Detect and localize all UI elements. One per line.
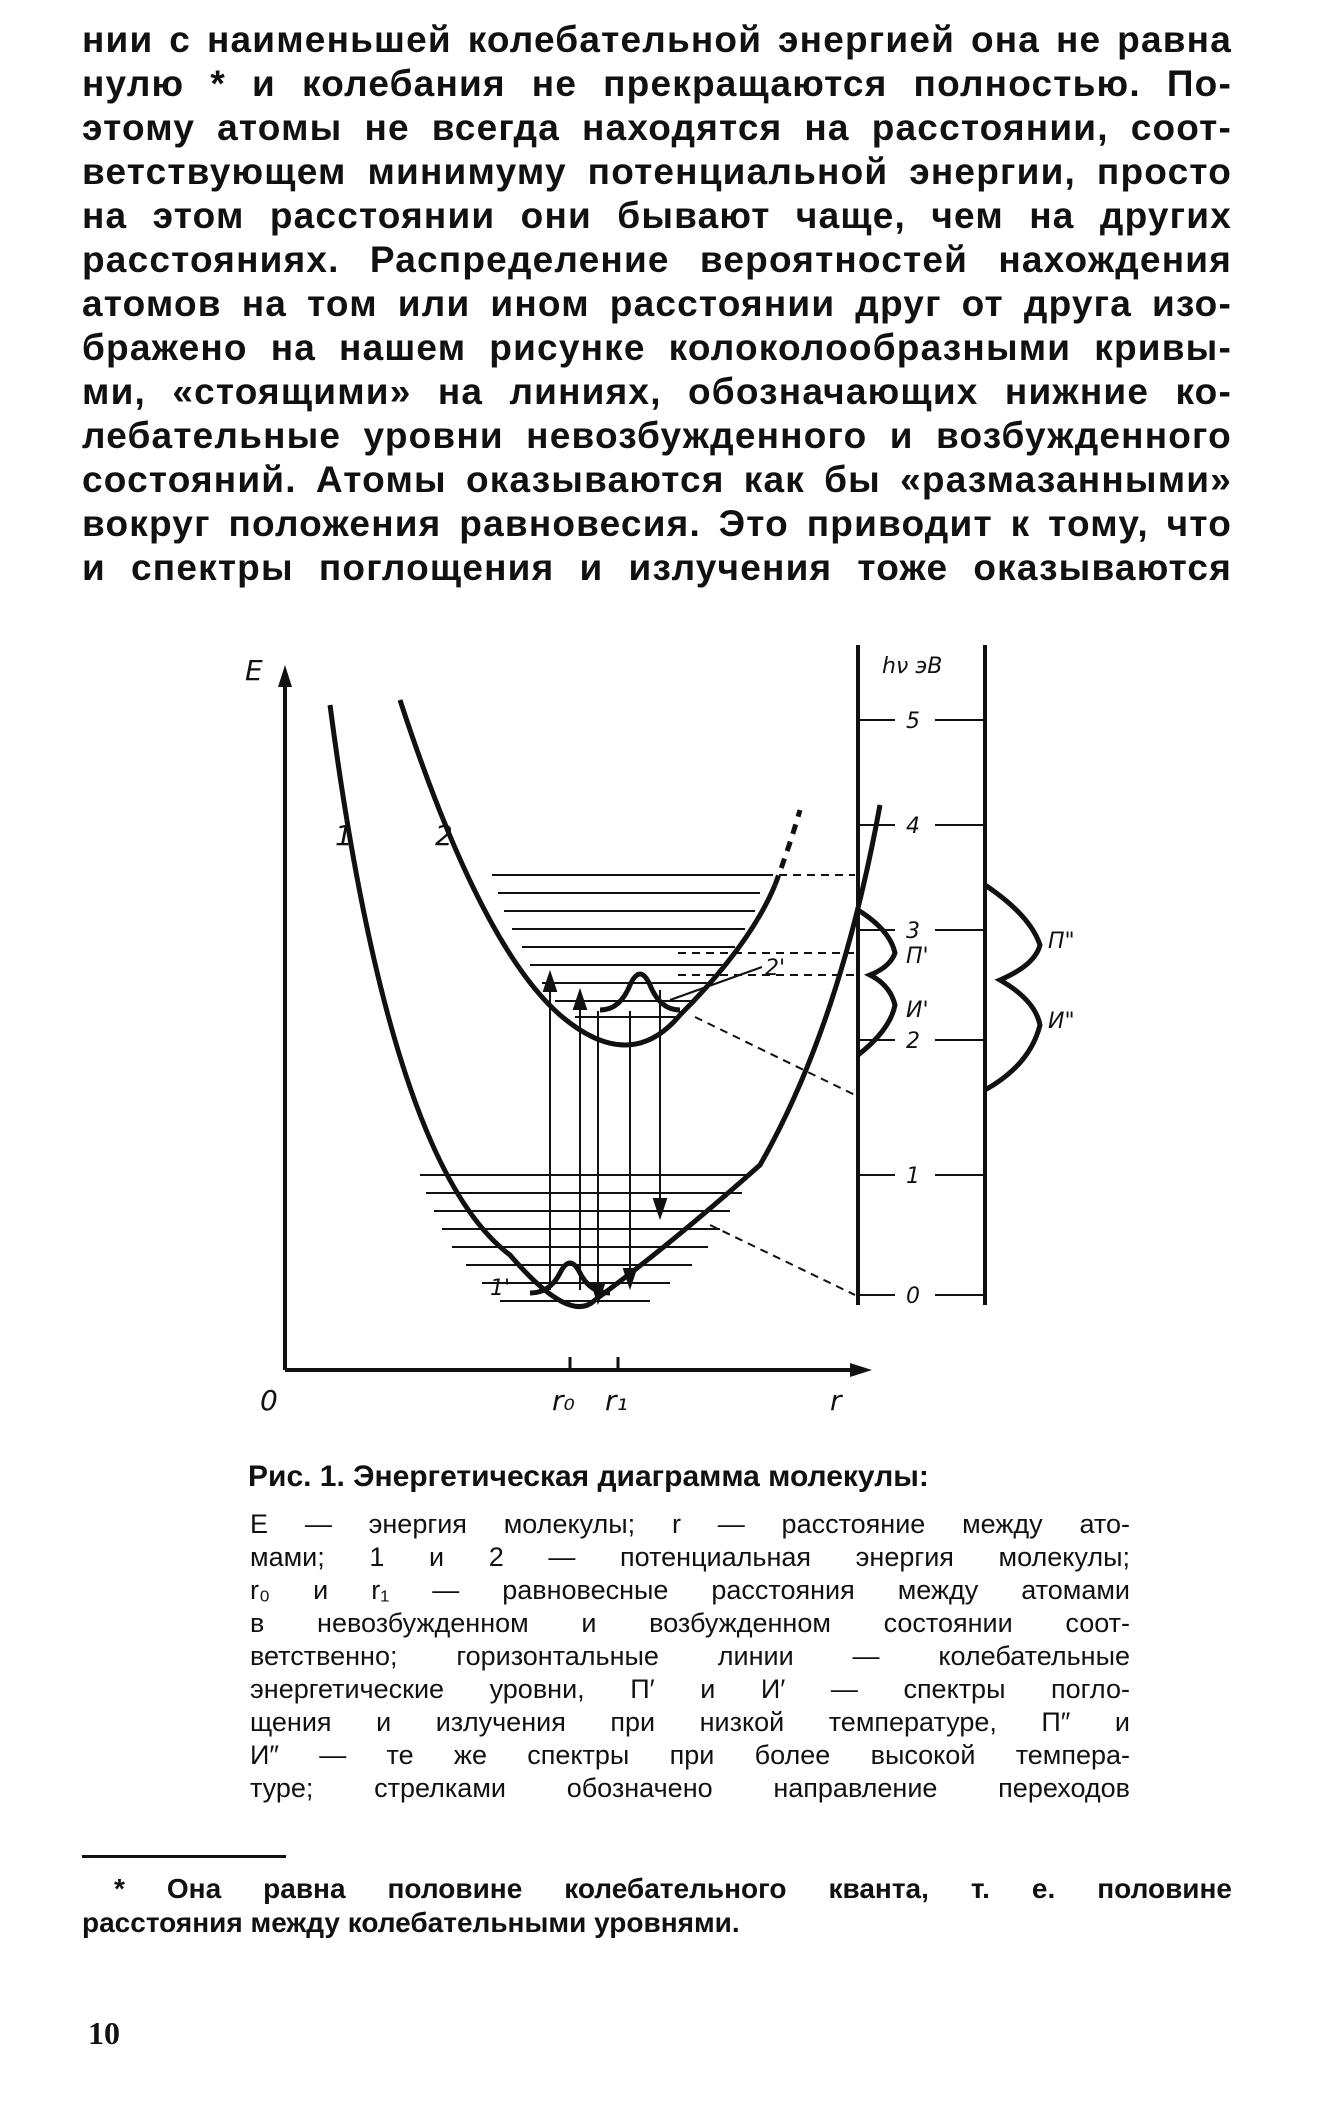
caption-line: И″ — те же спектры при более высокой темпера- xyxy=(250,1740,1130,1770)
r0-label: r₀ xyxy=(552,1384,575,1417)
caption-line: туре; стрелками обозначено направление переходов xyxy=(250,1773,1130,1803)
footnote-line: * Она равна половине колебательного кванта, т. е. половине xyxy=(114,1873,1232,1904)
text-line: нии с наименьшей колебательной энергией она не равна xyxy=(82,19,1232,60)
curve-excited-extension xyxy=(775,810,800,885)
text-line: и спектры поглощения и излучения тоже оказываются xyxy=(82,547,1232,588)
scale-tick-label: 4 xyxy=(906,814,920,839)
spectrum-high-temp xyxy=(985,885,1040,1090)
scale-tick-label: 5 xyxy=(906,709,920,734)
distribution-excited xyxy=(600,974,680,1010)
origin-label: 0 xyxy=(260,1384,278,1417)
caption-line: энергетические уровни, П′ и И′ — спектры погло- xyxy=(250,1674,1130,1704)
e-axis-label: E xyxy=(245,654,263,687)
footnote-line: расстояния между колебательными уровнями. xyxy=(82,1907,740,1938)
footnote xyxy=(82,1872,1232,1940)
figure-caption xyxy=(250,1508,1130,1805)
curve1-label: 1 xyxy=(335,819,353,852)
curve2-label: 2 xyxy=(435,819,453,852)
energy-diagram-figure xyxy=(230,645,1100,1435)
r1-label: r₁ xyxy=(605,1384,628,1417)
r-axis-label: r xyxy=(830,1384,842,1417)
spectrum-low-temp xyxy=(858,910,895,1055)
page-number: 10 xyxy=(88,2015,120,2051)
text-line: ми, «стоящими» на линиях, обозначающих нижние ко- xyxy=(82,371,1232,412)
dist2-label: 2' xyxy=(765,956,786,981)
spec-p2-label: П" xyxy=(1048,929,1075,954)
energy-diagram-svg xyxy=(230,645,1100,1435)
spec-i2-label: И" xyxy=(1048,1009,1075,1034)
text-line: атомов на том или ином расстоянии друг от друга изо- xyxy=(82,283,1232,324)
curve-ground-state xyxy=(330,705,880,1307)
scale-title: hν эВ xyxy=(882,654,943,679)
e-axis-arrow xyxy=(278,665,292,687)
dist1-label: 1' xyxy=(490,1276,511,1301)
text-line: нулю * и колебания не прекращаются полностью. По- xyxy=(82,63,1232,104)
text-line: лебательные уровни невозбужденного и возбужденного xyxy=(82,415,1232,456)
text-line: состояний. Атомы оказываются как бы «размазанными» xyxy=(82,459,1232,500)
projection-lines xyxy=(678,875,855,1295)
caption-line: r₀ и r₁ — равновесные расстояния между атомами xyxy=(250,1575,1130,1605)
excited-vibrational-levels xyxy=(492,875,765,1017)
spec-i1-label: И' xyxy=(906,998,929,1023)
text-line: расстояниях. Распределение вероятностей нахождения xyxy=(82,239,1232,280)
figure-caption-title: Рис. 1. Энергетическая диаграмма молекулы: xyxy=(248,1460,929,1493)
spec-p1-label: П' xyxy=(906,944,929,969)
text-line: вокруг положения равновесия. Это приводит к тому, что xyxy=(82,503,1232,544)
scale-tick-label: 0 xyxy=(906,1284,920,1309)
main-text xyxy=(82,18,1232,590)
transition-arrows xyxy=(544,973,666,1302)
caption-line: в невозбужденном и возбужденном состоянии соот- xyxy=(250,1608,1130,1638)
text-line: на этом расстоянии они бывают чаще, чем на других xyxy=(82,195,1232,236)
caption-line: E — энергия молекулы; r — расстояние между ато- xyxy=(250,1509,1130,1539)
caption-line: ветственно; горизонтальные линии — колебательные xyxy=(250,1641,1130,1671)
curve-excited-state xyxy=(400,700,775,1045)
scale-tick-label: 1 xyxy=(906,1164,920,1189)
scale-tick-label: 2 xyxy=(906,1029,920,1054)
caption-line: щения и излучения при низкой температуре, П″ и xyxy=(250,1707,1130,1737)
text-line: бражено на нашем рисунке колоколообразными кривы- xyxy=(82,327,1232,368)
caption-line: мами; 1 и 2 — потенциальная энергия молекулы; xyxy=(250,1542,1130,1572)
r-axis-arrow xyxy=(850,1363,872,1377)
footnote-divider xyxy=(82,1855,286,1858)
scale-tick-label: 3 xyxy=(906,919,920,944)
text-line: ветствующем минимуму потенциальной энергии, просто xyxy=(82,151,1232,192)
text-line: этому атомы не всегда находятся на расстоянии, соот- xyxy=(82,107,1232,148)
